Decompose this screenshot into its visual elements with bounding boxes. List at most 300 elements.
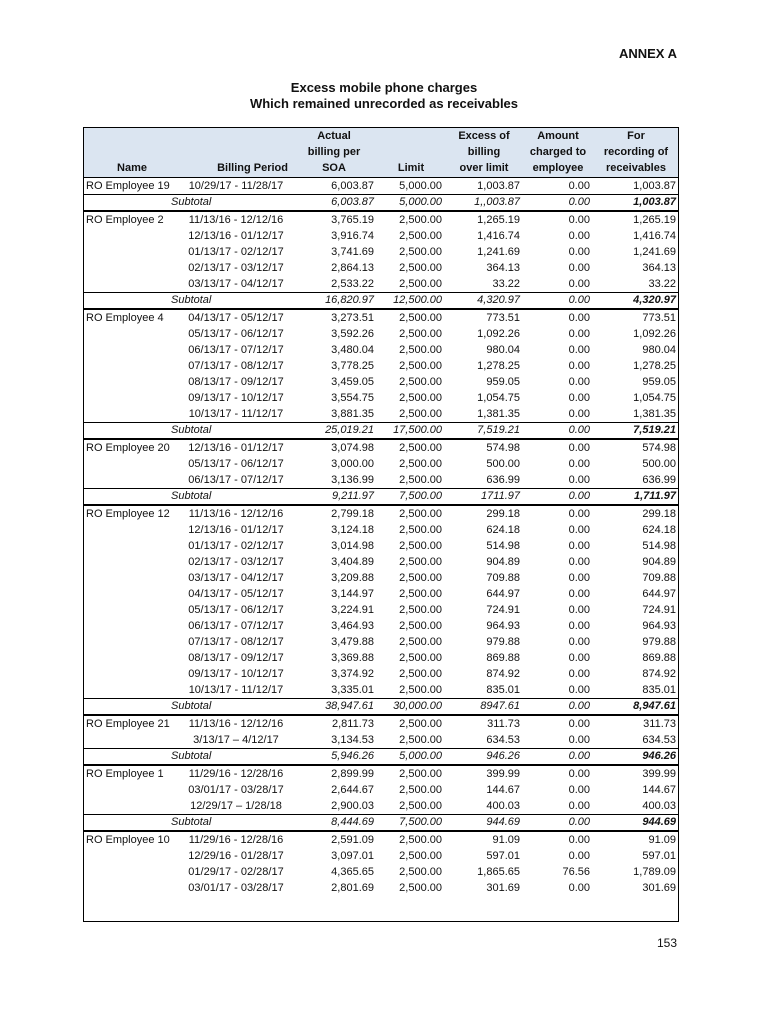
amount-cell: 1,381.35 bbox=[477, 407, 520, 420]
amount-cell: 0.00 bbox=[568, 651, 590, 664]
amount-cell: 2,533.22 bbox=[331, 277, 374, 290]
amount-cell: 980.04 bbox=[642, 343, 676, 356]
amount-cell: 2,500.00 bbox=[399, 783, 442, 796]
amount-cell: 0.00 bbox=[568, 733, 590, 746]
billing-period-cell: 01/13/17 - 02/12/17 bbox=[188, 539, 284, 552]
subtotal-amount: 1,,003.87 bbox=[474, 195, 520, 208]
amount-cell: 2,500.00 bbox=[399, 229, 442, 242]
employee-name: RO Employee 10 bbox=[86, 833, 170, 846]
amount-cell: 0.00 bbox=[568, 783, 590, 796]
subtotal-amount: 7,500.00 bbox=[399, 489, 442, 502]
table-row bbox=[83, 715, 679, 732]
amount-cell: 301.69 bbox=[642, 881, 676, 894]
amount-cell: 2,500.00 bbox=[399, 619, 442, 632]
employee-name bbox=[83, 456, 181, 472]
subtotal-label: Subtotal bbox=[171, 293, 212, 306]
amount-cell: 0.00 bbox=[568, 327, 590, 340]
amount-cell: 636.99 bbox=[642, 473, 676, 486]
table-row bbox=[83, 880, 679, 896]
subtotal-amount: 4,320.97 bbox=[477, 293, 520, 306]
subtotal-row bbox=[83, 422, 679, 439]
document-title bbox=[0, 80, 768, 112]
amount-cell: 597.01 bbox=[642, 849, 676, 862]
billing-period-cell: 12/13/16 - 01/12/17 bbox=[188, 229, 284, 242]
amount-cell: 0.00 bbox=[568, 391, 590, 404]
subtotal-amount: 0.00 bbox=[568, 293, 590, 306]
amount-cell: 835.01 bbox=[642, 683, 676, 696]
amount-cell: 400.03 bbox=[642, 799, 676, 812]
subtotal-amount: 30,000.00 bbox=[393, 699, 442, 712]
subtotal-amount: 0.00 bbox=[568, 489, 590, 502]
subtotal-amount: 17,500.00 bbox=[393, 423, 442, 436]
table-row bbox=[83, 260, 679, 276]
table-row bbox=[83, 228, 679, 244]
employee-name bbox=[83, 618, 181, 634]
subtotal-amount: 38,947.61 bbox=[325, 699, 374, 712]
amount-cell: 0.00 bbox=[568, 311, 590, 324]
subtotal-amount: 944.69 bbox=[642, 815, 676, 828]
employee-name bbox=[83, 798, 181, 815]
amount-cell: 399.99 bbox=[642, 767, 676, 780]
amount-cell: 874.92 bbox=[486, 667, 520, 680]
header-billing-period: Billing Period bbox=[181, 127, 291, 177]
subtotal-amount: 0.00 bbox=[568, 815, 590, 828]
amount-cell: 0.00 bbox=[568, 245, 590, 258]
amount-cell: 2,500.00 bbox=[399, 473, 442, 486]
amount-cell: 0.00 bbox=[568, 539, 590, 552]
header-name: Name bbox=[83, 127, 181, 177]
table-row bbox=[83, 732, 679, 749]
amount-cell: 0.00 bbox=[568, 619, 590, 632]
page-number: 153 bbox=[656, 936, 677, 950]
amount-cell: 624.18 bbox=[486, 523, 520, 536]
subtotal-row bbox=[83, 194, 679, 211]
amount-cell: 3,124.18 bbox=[331, 523, 374, 536]
billing-period-cell: 03/01/17 - 03/28/17 bbox=[188, 783, 284, 796]
subtotal-amount: 12,500.00 bbox=[393, 293, 442, 306]
amount-cell: 3,209.88 bbox=[331, 571, 374, 584]
amount-cell: 1,241.69 bbox=[477, 245, 520, 258]
table-row bbox=[83, 177, 679, 194]
annex-label: ANNEX A bbox=[618, 46, 677, 61]
billing-period-cell: 06/13/17 - 07/12/17 bbox=[188, 473, 284, 486]
subtotal-row bbox=[83, 292, 679, 309]
amount-cell: 2,500.00 bbox=[399, 407, 442, 420]
subtotal-label: Subtotal bbox=[171, 699, 212, 712]
amount-cell: 514.98 bbox=[486, 539, 520, 552]
amount-cell: 0.00 bbox=[568, 523, 590, 536]
table-row bbox=[83, 848, 679, 864]
billing-period-cell: 02/13/17 - 03/12/17 bbox=[188, 555, 284, 568]
amount-cell: 2,500.00 bbox=[399, 359, 442, 372]
subtotal-amount: 5,946.26 bbox=[331, 749, 374, 762]
amount-cell: 1,003.87 bbox=[633, 179, 676, 192]
table-row bbox=[83, 798, 679, 815]
header-excess: Excess of billing over limit bbox=[445, 127, 523, 177]
amount-cell: 773.51 bbox=[642, 311, 676, 324]
amount-cell: 144.67 bbox=[642, 783, 676, 796]
employee-name bbox=[83, 634, 181, 650]
billing-period-cell: 06/13/17 - 07/12/17 bbox=[188, 619, 284, 632]
subtotal-label: Subtotal bbox=[171, 815, 212, 828]
table-row bbox=[83, 522, 679, 538]
amount-cell: 869.88 bbox=[486, 651, 520, 664]
amount-cell: 2,500.00 bbox=[399, 833, 442, 846]
amount-cell: 773.51 bbox=[486, 311, 520, 324]
table-row bbox=[83, 682, 679, 699]
amount-cell: 2,500.00 bbox=[399, 603, 442, 616]
table-row bbox=[83, 326, 679, 342]
employee-name bbox=[83, 570, 181, 586]
amount-cell: 3,134.53 bbox=[331, 733, 374, 746]
amount-cell: 644.97 bbox=[486, 587, 520, 600]
subtotal-row bbox=[83, 488, 679, 505]
amount-cell: 2,500.00 bbox=[399, 849, 442, 862]
amount-cell: 0.00 bbox=[568, 441, 590, 454]
subtotal-amount: 7,519.21 bbox=[477, 423, 520, 436]
amount-cell: 2,500.00 bbox=[399, 441, 442, 454]
billing-period-cell: 04/13/17 - 05/12/17 bbox=[188, 311, 284, 324]
amount-cell: 0.00 bbox=[568, 849, 590, 862]
amount-cell: 0.00 bbox=[568, 587, 590, 600]
amount-cell: 514.98 bbox=[642, 539, 676, 552]
amount-cell: 4,365.65 bbox=[331, 865, 374, 878]
amount-cell: 1,278.25 bbox=[633, 359, 676, 372]
amount-cell: 636.99 bbox=[486, 473, 520, 486]
amount-cell: 1,092.26 bbox=[633, 327, 676, 340]
amount-cell: 0.00 bbox=[568, 683, 590, 696]
table-body bbox=[83, 177, 679, 896]
employee-name bbox=[83, 732, 181, 749]
amount-cell: 2,500.00 bbox=[399, 523, 442, 536]
amount-cell: 3,273.51 bbox=[331, 311, 374, 324]
amount-cell: 1,092.26 bbox=[477, 327, 520, 340]
amount-cell: 2,500.00 bbox=[399, 343, 442, 356]
amount-cell: 2,500.00 bbox=[399, 277, 442, 290]
amount-cell: 2,500.00 bbox=[399, 245, 442, 258]
amount-cell: 1,865.65 bbox=[477, 865, 520, 878]
amount-cell: 91.09 bbox=[492, 833, 520, 846]
amount-cell: 299.18 bbox=[642, 507, 676, 520]
amount-cell: 0.00 bbox=[568, 635, 590, 648]
amount-cell: 0.00 bbox=[568, 799, 590, 812]
amount-cell: 624.18 bbox=[642, 523, 676, 536]
amount-cell: 1,416.74 bbox=[633, 229, 676, 242]
amount-cell: 634.53 bbox=[642, 733, 676, 746]
amount-cell: 3,778.25 bbox=[331, 359, 374, 372]
table-row bbox=[83, 374, 679, 390]
billing-period-cell: 10/13/17 - 11/12/17 bbox=[188, 407, 284, 420]
billing-period-cell: 03/13/17 - 04/12/17 bbox=[188, 277, 284, 290]
header-for-recording: For recording of receivables bbox=[593, 127, 679, 177]
amount-cell: 1,381.35 bbox=[633, 407, 676, 420]
subtotal-amount: 5,000.00 bbox=[399, 749, 442, 762]
amount-cell: 1,416.74 bbox=[477, 229, 520, 242]
subtotal-amount: 8,947.61 bbox=[633, 699, 676, 712]
amount-cell: 2,500.00 bbox=[399, 635, 442, 648]
billing-period-cell: 05/13/17 - 06/12/17 bbox=[188, 457, 284, 470]
table-row bbox=[83, 634, 679, 650]
table-row bbox=[83, 309, 679, 326]
employee-name bbox=[83, 880, 181, 896]
amount-cell: 91.09 bbox=[648, 833, 676, 846]
subtotal-amount: 25,019.21 bbox=[325, 423, 374, 436]
subtotal-label: Subtotal bbox=[171, 749, 212, 762]
amount-cell: 0.00 bbox=[568, 555, 590, 568]
amount-cell: 964.93 bbox=[486, 619, 520, 632]
amount-cell: 2,799.18 bbox=[331, 507, 374, 520]
table-row bbox=[83, 864, 679, 880]
amount-cell: 1,003.87 bbox=[477, 179, 520, 192]
amount-cell: 3,000.00 bbox=[331, 457, 374, 470]
amount-cell: 2,500.00 bbox=[399, 261, 442, 274]
employee-name bbox=[83, 682, 181, 699]
table-row bbox=[83, 782, 679, 798]
header-limit: Limit bbox=[377, 127, 445, 177]
amount-cell: 0.00 bbox=[568, 457, 590, 470]
table-row bbox=[83, 650, 679, 666]
employee-name bbox=[83, 522, 181, 538]
employee-name: RO Employee 21 bbox=[86, 717, 170, 730]
amount-cell: 574.98 bbox=[486, 441, 520, 454]
amount-cell: 2,900.03 bbox=[331, 799, 374, 812]
billing-period-cell: 09/13/17 - 10/12/17 bbox=[188, 391, 284, 404]
header-amount-charged: Amount charged to employee bbox=[523, 127, 593, 177]
subtotal-label: Subtotal bbox=[171, 423, 212, 436]
amount-cell: 2,811.73 bbox=[331, 717, 374, 730]
amount-cell: 2,500.00 bbox=[399, 213, 442, 226]
table-row bbox=[83, 554, 679, 570]
amount-cell: 0.00 bbox=[568, 375, 590, 388]
subtotal-amount: 0.00 bbox=[568, 423, 590, 436]
amount-cell: 3,335.01 bbox=[331, 683, 374, 696]
amount-cell: 724.91 bbox=[642, 603, 676, 616]
subtotal-amount: 1,711.97 bbox=[633, 489, 676, 502]
billing-period-cell: 10/29/17 - 11/28/17 bbox=[188, 179, 284, 192]
amount-cell: 3,144.97 bbox=[331, 587, 374, 600]
employee-name: RO Employee 20 bbox=[86, 441, 170, 454]
amount-cell: 2,500.00 bbox=[399, 717, 442, 730]
amount-cell: 835.01 bbox=[486, 683, 520, 696]
amount-cell: 3,480.04 bbox=[331, 343, 374, 356]
subtotal-amount: 4,320.97 bbox=[633, 293, 676, 306]
billing-period-cell: 11/13/16 - 12/12/16 bbox=[188, 213, 284, 226]
table-row bbox=[83, 765, 679, 782]
billing-period-cell: 03/01/17 - 03/28/17 bbox=[188, 881, 284, 894]
amount-cell: 2,500.00 bbox=[399, 571, 442, 584]
employee-name: RO Employee 2 bbox=[86, 213, 164, 226]
amount-cell: 0.00 bbox=[568, 261, 590, 274]
amount-cell: 2,500.00 bbox=[399, 799, 442, 812]
subtotal-amount: 0.00 bbox=[568, 699, 590, 712]
amount-cell: 2,500.00 bbox=[399, 327, 442, 340]
amount-cell: 3,741.69 bbox=[331, 245, 374, 258]
amount-cell: 2,500.00 bbox=[399, 865, 442, 878]
amount-cell: 3,374.92 bbox=[331, 667, 374, 680]
billing-period-cell: 12/29/17 – 1/28/18 bbox=[190, 799, 282, 812]
amount-cell: 0.00 bbox=[568, 717, 590, 730]
amount-cell: 3,592.26 bbox=[331, 327, 374, 340]
title-line-1: Excess mobile phone charges bbox=[290, 80, 478, 95]
amount-cell: 2,500.00 bbox=[399, 391, 442, 404]
amount-cell: 2,500.00 bbox=[399, 555, 442, 568]
amount-cell: 2,500.00 bbox=[399, 767, 442, 780]
subtotal-row bbox=[83, 698, 679, 715]
amount-cell: 311.73 bbox=[487, 717, 520, 730]
amount-cell: 0.00 bbox=[568, 343, 590, 356]
amount-cell: 0.00 bbox=[568, 881, 590, 894]
amount-cell: 2,500.00 bbox=[399, 457, 442, 470]
employee-name bbox=[83, 406, 181, 423]
employee-name bbox=[83, 848, 181, 864]
amount-cell: 1,054.75 bbox=[477, 391, 520, 404]
amount-cell: 33.22 bbox=[492, 277, 520, 290]
amount-cell: 301.69 bbox=[486, 881, 520, 894]
amount-cell: 3,765.19 bbox=[331, 213, 374, 226]
amount-cell: 3,074.98 bbox=[331, 441, 374, 454]
employee-name bbox=[83, 358, 181, 374]
billing-period-cell: 07/13/17 - 08/12/17 bbox=[188, 635, 284, 648]
subtotal-amount: 946.26 bbox=[486, 749, 520, 762]
amount-cell: 2,500.00 bbox=[399, 311, 442, 324]
amount-cell: 709.88 bbox=[486, 571, 520, 584]
employee-name bbox=[83, 650, 181, 666]
table-row bbox=[83, 666, 679, 682]
table-row bbox=[83, 358, 679, 374]
amount-cell: 980.04 bbox=[486, 343, 520, 356]
amount-cell: 0.00 bbox=[568, 229, 590, 242]
amount-cell: 299.18 bbox=[486, 507, 520, 520]
subtotal-row bbox=[83, 748, 679, 765]
amount-cell: 709.88 bbox=[642, 571, 676, 584]
amount-cell: 0.00 bbox=[568, 359, 590, 372]
billing-period-cell: 02/13/17 - 03/12/17 bbox=[188, 261, 284, 274]
table-row bbox=[83, 276, 679, 293]
employee-name bbox=[83, 472, 181, 489]
amount-cell: 3,479.88 bbox=[331, 635, 374, 648]
billing-period-cell: 11/13/16 - 12/12/16 bbox=[188, 507, 284, 520]
billing-period-cell: 06/13/17 - 07/12/17 bbox=[188, 343, 284, 356]
amount-cell: 1,054.75 bbox=[633, 391, 676, 404]
amount-cell: 2,500.00 bbox=[399, 539, 442, 552]
amount-cell: 2,500.00 bbox=[399, 667, 442, 680]
employee-name bbox=[83, 228, 181, 244]
billing-period-cell: 11/29/16 - 12/28/16 bbox=[188, 833, 284, 846]
employee-name bbox=[83, 586, 181, 602]
amount-cell: 3,097.01 bbox=[331, 849, 374, 862]
amount-cell: 644.97 bbox=[642, 587, 676, 600]
amount-cell: 3,014.98 bbox=[331, 539, 374, 552]
amount-cell: 3,404.89 bbox=[331, 555, 374, 568]
amount-cell: 0.00 bbox=[568, 833, 590, 846]
amount-cell: 3,369.88 bbox=[331, 651, 374, 664]
employee-name bbox=[83, 244, 181, 260]
amount-cell: 0.00 bbox=[568, 179, 590, 192]
billing-period-cell: 09/13/17 - 10/12/17 bbox=[188, 667, 284, 680]
amount-cell: 0.00 bbox=[568, 603, 590, 616]
amount-cell: 634.53 bbox=[486, 733, 520, 746]
amount-cell: 2,864.13 bbox=[331, 261, 374, 274]
amount-cell: 3,224.91 bbox=[331, 603, 374, 616]
amount-cell: 1,265.19 bbox=[477, 213, 520, 226]
billing-period-cell: 12/13/16 - 01/12/17 bbox=[188, 441, 284, 454]
amount-cell: 869.88 bbox=[642, 651, 676, 664]
table-row bbox=[83, 538, 679, 554]
billing-period-cell: 01/13/17 - 02/12/17 bbox=[188, 245, 284, 258]
amount-cell: 2,899.99 bbox=[331, 767, 374, 780]
amount-cell: 2,801.69 bbox=[331, 881, 374, 894]
amount-cell: 144.67 bbox=[486, 783, 520, 796]
amount-cell: 311.73 bbox=[643, 717, 676, 730]
employee-name bbox=[83, 374, 181, 390]
billing-period-cell: 10/13/17 - 11/12/17 bbox=[188, 683, 284, 696]
header-actual-billing: Actual billing per SOA bbox=[291, 127, 377, 177]
employee-name bbox=[83, 538, 181, 554]
amount-cell: 364.13 bbox=[642, 261, 676, 274]
amount-cell: 597.01 bbox=[486, 849, 520, 862]
amount-cell: 400.03 bbox=[486, 799, 520, 812]
subtotal-amount: 16,820.97 bbox=[325, 293, 374, 306]
billing-period-cell: 07/13/17 - 08/12/17 bbox=[188, 359, 284, 372]
amount-cell: 3,916.74 bbox=[331, 229, 374, 242]
billing-period-cell: 05/13/17 - 06/12/17 bbox=[188, 603, 284, 616]
billing-period-cell: 11/29/16 - 12/28/16 bbox=[188, 767, 284, 780]
table-row bbox=[83, 244, 679, 260]
table-row bbox=[83, 211, 679, 228]
employee-name bbox=[83, 864, 181, 880]
amount-cell: 5,000.00 bbox=[399, 179, 442, 192]
employee-name bbox=[83, 554, 181, 570]
amount-cell: 2,591.09 bbox=[331, 833, 374, 846]
title-line-2: Which remained unrecorded as receivables bbox=[249, 96, 519, 111]
billing-period-cell: 12/13/16 - 01/12/17 bbox=[188, 523, 284, 536]
amount-cell: 574.98 bbox=[642, 441, 676, 454]
table-row bbox=[83, 342, 679, 358]
amount-cell: 2,500.00 bbox=[399, 733, 442, 746]
subtotal-amount: 8947.61 bbox=[480, 699, 520, 712]
table-row bbox=[83, 570, 679, 586]
amount-cell: 0.00 bbox=[568, 213, 590, 226]
amount-cell: 0.00 bbox=[568, 277, 590, 290]
amount-cell: 2,500.00 bbox=[399, 683, 442, 696]
amount-cell: 979.88 bbox=[642, 635, 676, 648]
subtotal-amount: 0.00 bbox=[568, 195, 590, 208]
amount-cell: 724.91 bbox=[486, 603, 520, 616]
table-row bbox=[83, 618, 679, 634]
subtotal-amount: 7,500.00 bbox=[399, 815, 442, 828]
employee-name: RO Employee 19 bbox=[86, 179, 170, 192]
amount-cell: 1,789.09 bbox=[633, 865, 676, 878]
subtotal-amount: 1711.97 bbox=[481, 489, 520, 502]
amount-cell: 2,500.00 bbox=[399, 881, 442, 894]
subtotal-amount: 944.69 bbox=[486, 815, 520, 828]
billing-period-cell: 03/13/17 - 04/12/17 bbox=[188, 571, 284, 584]
employee-name: RO Employee 4 bbox=[86, 311, 164, 324]
amount-cell: 979.88 bbox=[486, 635, 520, 648]
table-row bbox=[83, 456, 679, 472]
subtotal-row bbox=[83, 814, 679, 831]
employee-name bbox=[83, 276, 181, 293]
amount-cell: 959.05 bbox=[642, 375, 676, 388]
amount-cell: 364.13 bbox=[486, 261, 520, 274]
amount-cell: 3,459.05 bbox=[331, 375, 374, 388]
amount-cell: 0.00 bbox=[568, 667, 590, 680]
amount-cell: 76.56 bbox=[562, 865, 590, 878]
employee-name bbox=[83, 342, 181, 358]
amount-cell: 1,265.19 bbox=[633, 213, 676, 226]
subtotal-amount: 946.26 bbox=[642, 749, 676, 762]
employee-name: RO Employee 12 bbox=[86, 507, 170, 520]
